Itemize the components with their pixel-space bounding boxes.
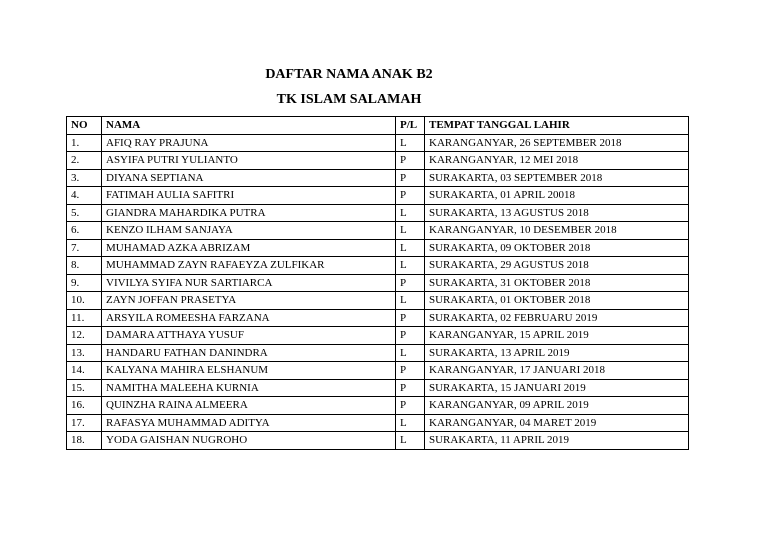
row-number: 9.	[67, 274, 102, 292]
table-row	[67, 414, 689, 432]
table-row	[67, 344, 689, 362]
header-nama: NAMA	[102, 117, 396, 135]
gender-cell: L	[396, 257, 425, 275]
gender-cell: L	[396, 414, 425, 432]
row-number: 18.	[67, 432, 102, 450]
table-row	[67, 257, 689, 275]
table-row	[67, 327, 689, 345]
row-number: 17.	[67, 414, 102, 432]
table-row	[67, 152, 689, 170]
row-number: 16.	[67, 397, 102, 415]
table-row	[67, 292, 689, 310]
student-name: GIANDRA MAHARDIKA PUTRA	[102, 204, 396, 222]
table-row	[67, 432, 689, 450]
table-row	[67, 222, 689, 240]
birth-place-date: SURAKARTA, 09 OKTOBER 2018	[425, 239, 689, 257]
birth-place-date: SURAKARTA, 01 OKTOBER 2018	[425, 292, 689, 310]
gender-cell: P	[396, 187, 425, 205]
gender-cell: P	[396, 327, 425, 345]
birth-place-date: KARANGANYAR, 15 APRIL 2019	[425, 327, 689, 345]
student-name: AFIQ RAY PRAJUNA	[102, 134, 396, 152]
student-table	[66, 116, 689, 450]
row-number: 1.	[67, 134, 102, 152]
student-name: ARSYILA ROMEESHA FARZANA	[102, 309, 396, 327]
table-row	[67, 187, 689, 205]
gender-cell: L	[396, 134, 425, 152]
row-number: 2.	[67, 152, 102, 170]
birth-place-date: KARANGANYAR, 12 MEI 2018	[425, 152, 689, 170]
table-row	[67, 274, 689, 292]
birth-place-date: SURAKARTA, 29 AGUSTUS 2018	[425, 257, 689, 275]
school-name: TK ISLAM SALAMAH	[276, 92, 422, 107]
table-row	[67, 362, 689, 380]
gender-cell: L	[396, 222, 425, 240]
student-name: KALYANA MAHIRA ELSHANUM	[102, 362, 396, 380]
gender-cell: P	[396, 169, 425, 187]
table-row	[67, 239, 689, 257]
row-number: 14.	[67, 362, 102, 380]
student-name: ZAYN JOFFAN PRASETYA	[102, 292, 396, 310]
birth-place-date: SURAKARTA, 11 APRIL 2019	[425, 432, 689, 450]
gender-cell: L	[396, 432, 425, 450]
table-row	[67, 309, 689, 327]
birth-place-date: SURAKARTA, 01 APRIL 20018	[425, 187, 689, 205]
birth-place-date: SURAKARTA, 13 AGUSTUS 2018	[425, 204, 689, 222]
birth-place-date: SURAKARTA, 31 OKTOBER 2018	[425, 274, 689, 292]
birth-place-date: KARANGANYAR, 04 MARET 2019	[425, 414, 689, 432]
birth-place-date: SURAKARTA, 02 FEBRUARU 2019	[425, 309, 689, 327]
header-no: NO	[67, 117, 102, 135]
student-name: MUHAMMAD ZAYN RAFAEYZA ZULFIKAR	[102, 257, 396, 275]
row-number: 6.	[67, 222, 102, 240]
gender-cell: L	[396, 292, 425, 310]
row-number: 10.	[67, 292, 102, 310]
student-name: RAFASYA MUHAMMAD ADITYA	[102, 414, 396, 432]
gender-cell: P	[396, 379, 425, 397]
row-number: 8.	[67, 257, 102, 275]
birth-place-date: KARANGANYAR, 10 DESEMBER 2018	[425, 222, 689, 240]
student-name: VIVILYA SYIFA NUR SARTIARCA	[102, 274, 396, 292]
student-name: ASYIFA PUTRI YULIANTO	[102, 152, 396, 170]
row-number: 5.	[67, 204, 102, 222]
row-number: 3.	[67, 169, 102, 187]
row-number: 12.	[67, 327, 102, 345]
student-name: QUINZHA RAINA ALMEERA	[102, 397, 396, 415]
birth-place-date: SURAKARTA, 03 SEPTEMBER 2018	[425, 169, 689, 187]
gender-cell: L	[396, 204, 425, 222]
document-title: DAFTAR NAMA ANAK B2	[265, 67, 433, 82]
birth-place-date: KARANGANYAR, 17 JANUARI 2018	[425, 362, 689, 380]
table-row	[67, 134, 689, 152]
row-number: 13.	[67, 344, 102, 362]
student-name: FATIMAH AULIA SAFITRI	[102, 187, 396, 205]
row-number: 11.	[67, 309, 102, 327]
student-name: DAMARA ATTHAYA YUSUF	[102, 327, 396, 345]
table-row	[67, 379, 689, 397]
gender-cell: L	[396, 344, 425, 362]
gender-cell: P	[396, 362, 425, 380]
header-ttl: TEMPAT TANGGAL LAHIR	[425, 117, 689, 135]
birth-place-date: KARANGANYAR, 26 SEPTEMBER 2018	[425, 134, 689, 152]
table-row	[67, 169, 689, 187]
table-row	[67, 397, 689, 415]
student-name: MUHAMAD AZKA ABRIZAM	[102, 239, 396, 257]
birth-place-date: KARANGANYAR, 09 APRIL 2019	[425, 397, 689, 415]
gender-cell: P	[396, 152, 425, 170]
table-body	[67, 134, 689, 449]
table-row	[67, 204, 689, 222]
row-number: 15.	[67, 379, 102, 397]
gender-cell: P	[396, 397, 425, 415]
row-number: 4.	[67, 187, 102, 205]
birth-place-date: SURAKARTA, 15 JANUARI 2019	[425, 379, 689, 397]
row-number: 7.	[67, 239, 102, 257]
student-name: KENZO ILHAM SANJAYA	[102, 222, 396, 240]
header-pl: P/L	[396, 117, 425, 135]
student-name: YODA GAISHAN NUGROHO	[102, 432, 396, 450]
birth-place-date: SURAKARTA, 13 APRIL 2019	[425, 344, 689, 362]
student-name: HANDARU FATHAN DANINDRA	[102, 344, 396, 362]
student-name: DIYANA SEPTIANA	[102, 169, 396, 187]
gender-cell: L	[396, 239, 425, 257]
gender-cell: P	[396, 309, 425, 327]
table-header-row	[67, 117, 689, 135]
gender-cell: P	[396, 274, 425, 292]
student-name: NAMITHA MALEEHA KURNIA	[102, 379, 396, 397]
